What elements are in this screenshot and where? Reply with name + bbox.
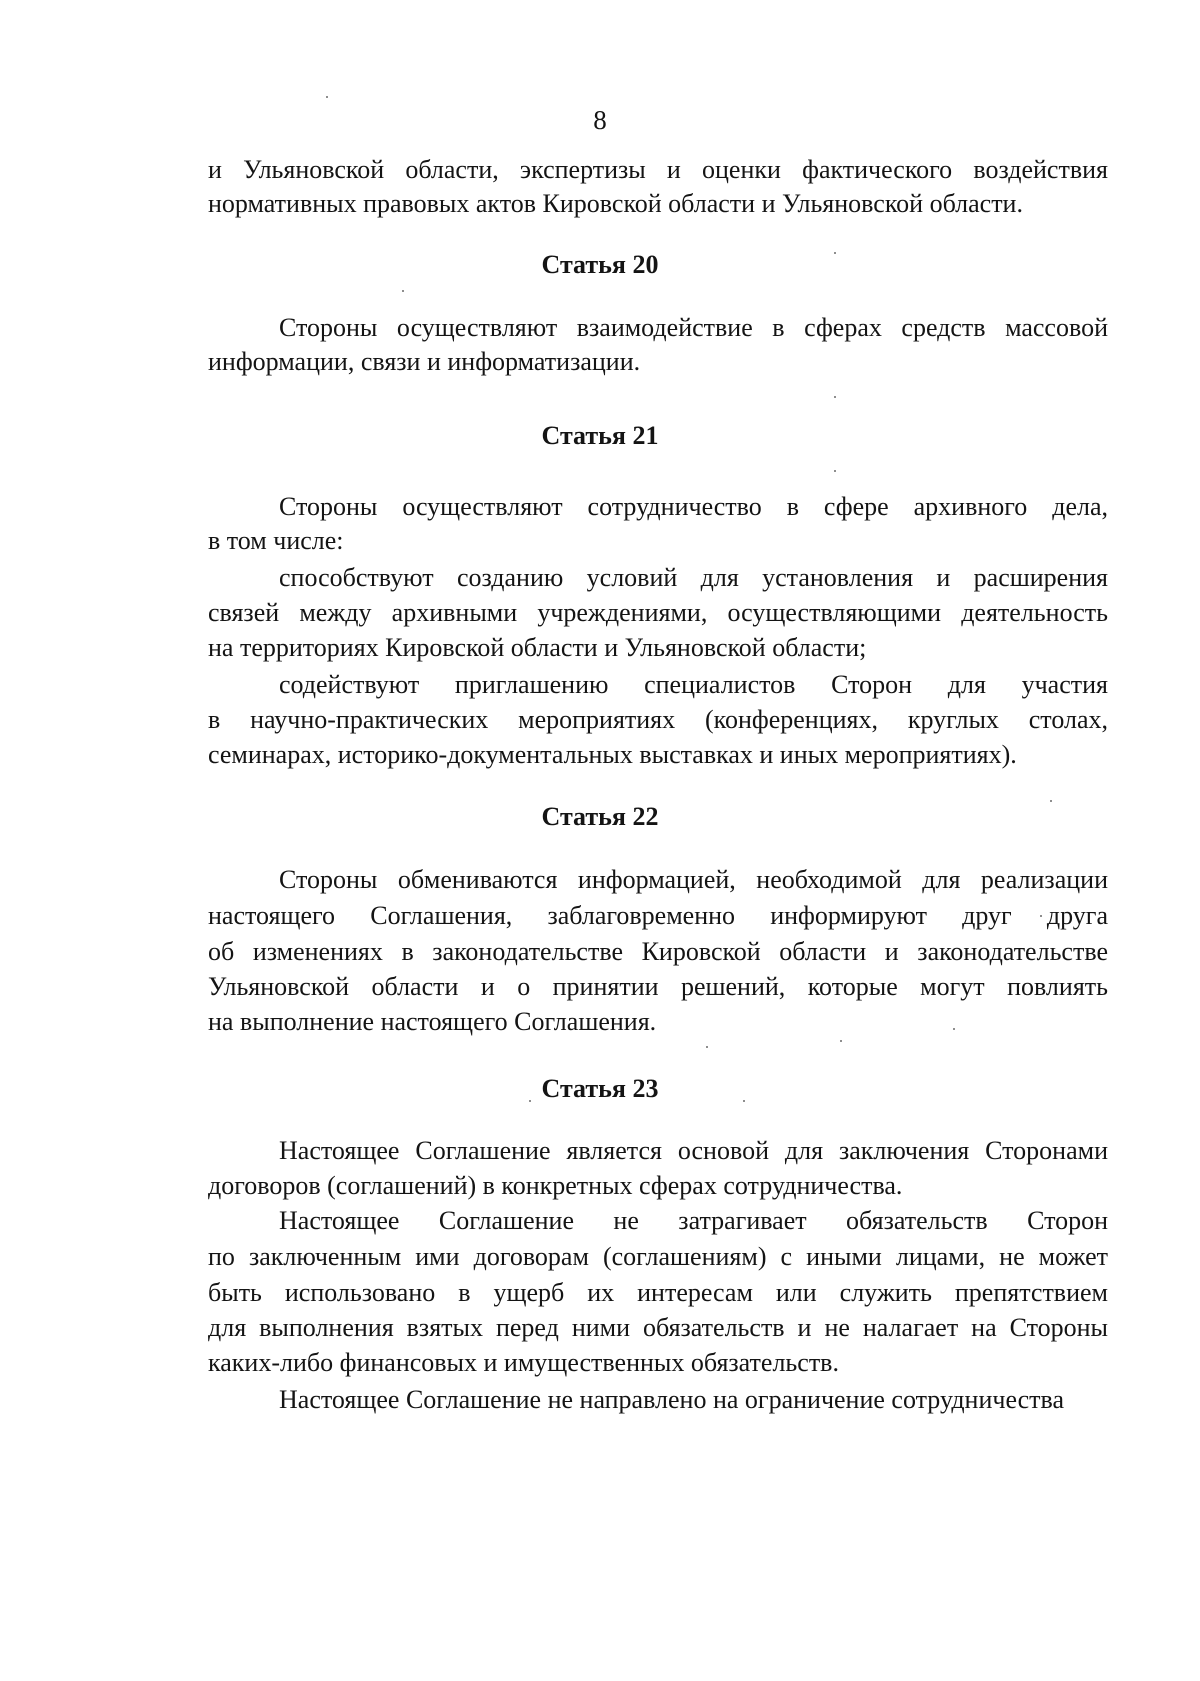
body-text-line: на выполнение настоящего Соглашения. bbox=[208, 1007, 657, 1036]
page-number: 8 bbox=[593, 105, 607, 135]
body-text-line: Настоящее Соглашение не затрагивает обязательств Сторон bbox=[279, 1206, 1108, 1235]
body-text-line: семинарах, историко-документальных выставках и иных мероприятиях). bbox=[208, 740, 1017, 769]
body-text-line: по заключенным ими договорам (соглашениям) с иными лицами, не может bbox=[208, 1242, 1108, 1271]
scan-speck bbox=[840, 1040, 842, 1042]
body-text-line: содействуют приглашению специалистов Сторон для участия bbox=[279, 670, 1108, 699]
article-heading: Статья 20 bbox=[541, 250, 659, 279]
body-text-line: Настоящее Соглашение является основой для заключения Сторонами bbox=[279, 1136, 1108, 1165]
body-text-line: связей между архивными учреждениями, осуществляющими деятельность bbox=[208, 598, 1108, 627]
body-text-line: быть использовано в ущерб их интересам или служить препятствием bbox=[208, 1278, 1108, 1307]
body-text-line: договоров (соглашений) в конкретных сферах сотрудничества. bbox=[208, 1171, 903, 1200]
body-text-line: информации, связи и информатизации. bbox=[208, 347, 641, 376]
scan-speck bbox=[402, 290, 404, 292]
body-text-line: нормативных правовых актов Кировской области и Ульяновской области. bbox=[208, 189, 1023, 218]
article-heading: Статья 22 bbox=[541, 802, 659, 831]
scan-speck bbox=[834, 470, 836, 472]
body-text-line: Ульяновской области и о принятии решений, которые могут повлиять bbox=[208, 972, 1108, 1001]
article-heading: Статья 23 bbox=[541, 1074, 659, 1103]
body-text-line: каких-либо финансовых и имущественных обязательств. bbox=[208, 1348, 839, 1377]
body-text-line: способствуют созданию условий для установления и расширения bbox=[279, 563, 1108, 592]
body-text-line: в научно-практических мероприятиях (конференциях, круглых столах, bbox=[208, 705, 1108, 734]
body-text-line: Стороны осуществляют сотрудничество в сфере архивного дела, bbox=[279, 492, 1108, 521]
body-text-line: Настоящее Соглашение не направлено на ограничение сотрудничества bbox=[279, 1385, 1065, 1414]
scan-speck bbox=[706, 1046, 708, 1048]
article-heading: Статья 21 bbox=[541, 421, 659, 450]
body-text-line: в том числе: bbox=[208, 526, 344, 555]
body-text-line: об изменениях в законодательстве Кировской области и законодательстве bbox=[208, 937, 1108, 966]
body-text-line: настоящего Соглашения, заблаговременно информируют друг друга bbox=[208, 901, 1108, 930]
scan-speck bbox=[326, 96, 328, 98]
body-text-line: на территориях Кировской области и Ульяновской области; bbox=[208, 633, 867, 662]
body-text-line: Стороны обмениваются информацией, необходимой для реализации bbox=[279, 865, 1108, 894]
body-text-line: Стороны осуществляют взаимодействие в сферах средств массовой bbox=[279, 313, 1108, 342]
scan-speck bbox=[834, 396, 836, 398]
body-text-line: и Ульяновской области, экспертизы и оценки фактического воздействия bbox=[208, 155, 1108, 184]
body-text-line: для выполнения взятых перед ними обязательств и не налагает на Стороны bbox=[208, 1313, 1108, 1342]
